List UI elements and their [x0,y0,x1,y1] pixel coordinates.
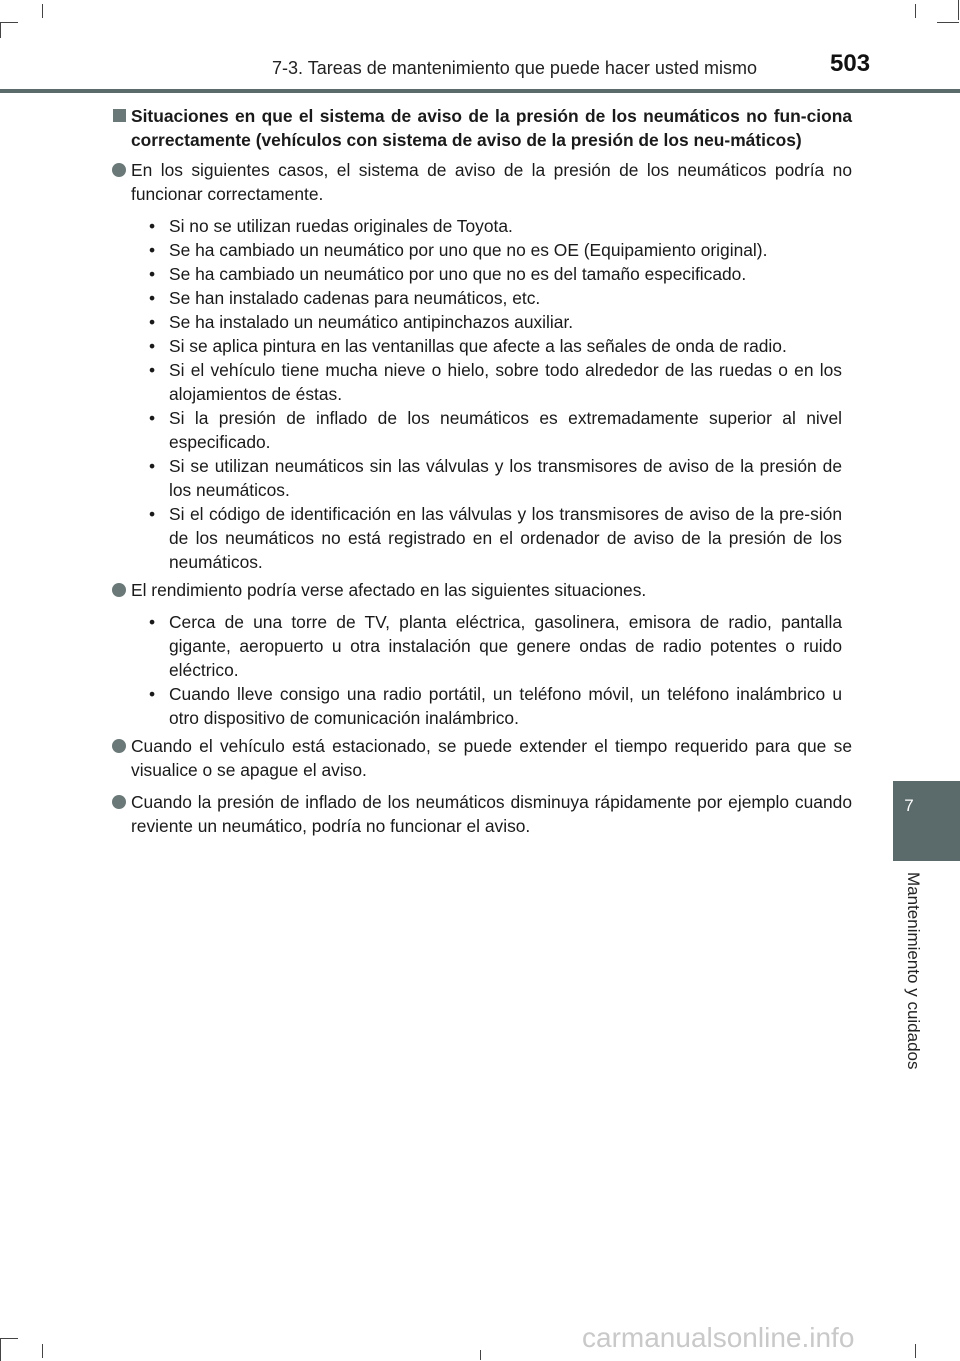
bullet-dot-icon: • [149,504,156,524]
list-item-text: Cerca de una torre de TV, planta eléctrica, gasolinera, emisora de radio, pantalla gigante, aeropuerto u otra instalación que genere ondas de radio potentes o ruido eléctrico. [169,612,842,680]
circle-bullet-icon [112,163,126,177]
square-bullet-icon [113,109,126,122]
crop-mark [0,1338,1,1361]
paragraph-text: Cuando el vehículo está estacionado, se puede extender el tiempo requerido para que se visualice o se apague el aviso. [131,736,852,780]
page-header [0,0,960,90]
list-item [111,214,852,238]
list-item-text: Se han instalado cadenas para neumáticos, etc. [169,288,541,308]
chapter-number: 7 [904,796,914,815]
watermark: carmanualsonline.info [582,1322,855,1353]
list-item [111,262,852,286]
crop-mark [0,1338,18,1339]
chapter-tab [893,781,960,861]
list-item [111,286,852,310]
circle-bullet-icon [112,583,126,597]
crop-mark [915,1344,916,1358]
paragraph [111,578,852,602]
bullet-dot-icon: • [149,684,156,704]
list-item-text: Si se utilizan neumáticos sin las válvulas y los transmisores de aviso de la presión de los neumáticos. [169,456,842,500]
list-item-text: Se ha cambiado un neumático por uno que no es del tamaño especificado. [169,264,747,284]
section-title: 7-3. Tareas de mantenimiento que puede hacer usted mismo [272,58,757,78]
list-item [111,358,852,406]
header-divider-right [889,89,960,93]
list-item [111,406,852,454]
list-item [111,610,852,682]
chapter-label: Mantenimiento y cuidados [904,872,923,1070]
bullet-dot-icon: • [149,408,156,428]
list-item-text: Se ha cambiado un neumático por uno que no es OE (Equipamiento original). [169,240,768,260]
section-heading-text: Situaciones en que el sistema de aviso de la presión de los neumáticos no fun-ciona correctamente (vehículos con sistema de aviso de la presión de los neu-máticos) [131,106,852,150]
list-item [111,502,852,574]
page-number: 503 [830,50,871,77]
paragraph-text: En los siguientes casos, el sistema de aviso de la presión de los neumáticos podría no funcionar correctamente. [131,160,852,204]
paragraph [111,158,852,206]
paragraph-text: El rendimiento podría verse afectado en las siguientes situaciones. [131,580,647,600]
situation-list [111,610,852,730]
bullet-dot-icon: • [149,288,156,308]
list-item-text: Cuando lleve consigo una radio portátil, un teléfono móvil, un teléfono inalámbrico u otro dispositivo de comunicación inalámbrico. [169,684,842,728]
list-item [111,454,852,502]
list-item [111,310,852,334]
paragraph-text: Cuando la presión de inflado de los neumáticos disminuya rápidamente por ejemplo cuando reviente un neumático, podría no funcionar el aviso. [131,792,852,836]
paragraph [111,790,852,838]
bullet-dot-icon: • [149,264,156,284]
crop-mark [480,1350,481,1360]
list-item-text: Se ha instalado un neumático antipinchazos auxiliar. [169,312,574,332]
bullet-dot-icon: • [149,216,156,236]
list-item [111,238,852,262]
bullet-dot-icon: • [149,360,156,380]
list-item-text: Si el código de identificación en las válvulas y los transmisores de aviso de la pre-sión de los neumáticos no está registrado en el ordenador de aviso de la presión de los neumáticos. [169,504,842,572]
condition-list [111,214,852,574]
paragraph [111,734,852,782]
bullet-dot-icon: • [149,612,156,632]
bullet-dot-icon: • [149,456,156,476]
section-heading [111,104,852,152]
header-divider [0,89,889,93]
crop-mark [42,1344,43,1358]
list-item-text: Si se aplica pintura en las ventanillas que afecte a las señales de onda de radio. [169,336,787,356]
circle-bullet-icon [112,739,126,753]
bullet-dot-icon: • [149,336,156,356]
bullet-dot-icon: • [149,240,156,260]
circle-bullet-icon [112,795,126,809]
list-item-text: Si el vehículo tiene mucha nieve o hielo, sobre todo alrededor de las ruedas o en los alojamientos de éstas. [169,360,842,404]
list-item [111,682,852,730]
list-item-text: Si la presión de inflado de los neumáticos es extremadamente superior al nivel especificado. [169,408,842,452]
bullet-dot-icon: • [149,312,156,332]
list-item-text: Si no se utilizan ruedas originales de Toyota. [169,216,513,236]
list-item [111,334,852,358]
main-content [111,104,852,842]
